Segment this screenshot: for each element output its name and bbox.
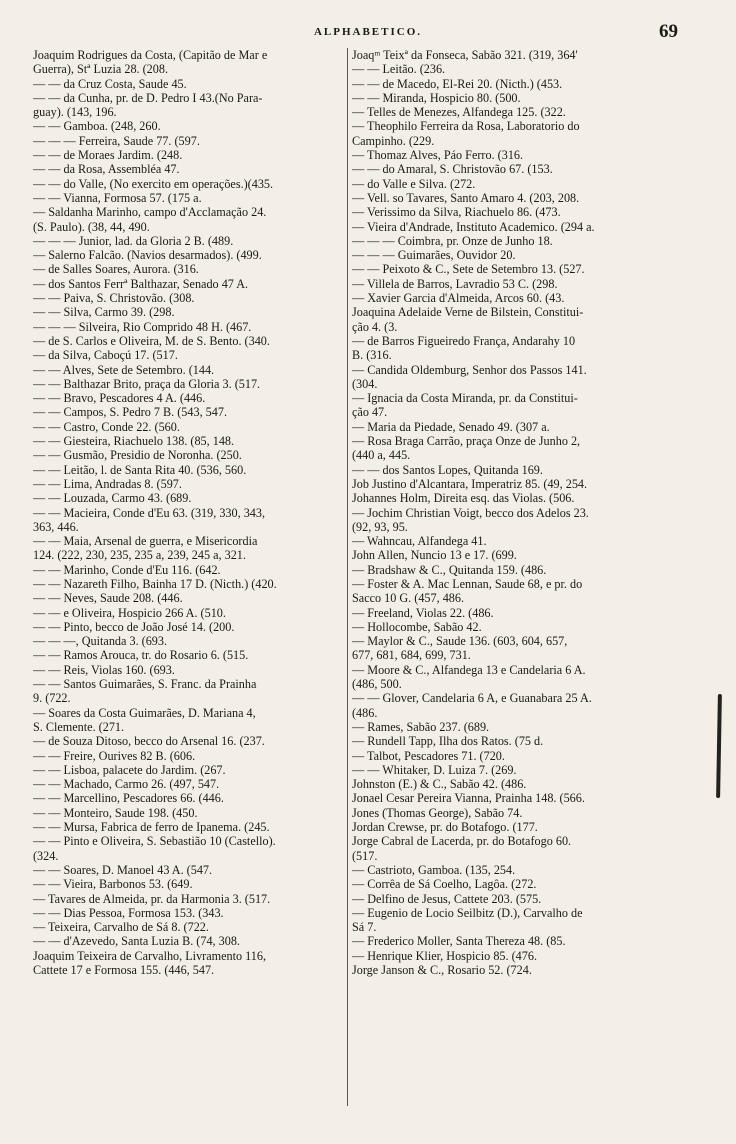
directory-entry: Johnston (E.) & C., Sabão 42. (486. bbox=[352, 777, 527, 792]
directory-entry: — — dos Santos Lopes, Quitanda 169. bbox=[352, 462, 543, 477]
directory-entry: Joaquim Teixeira de Carvalho, Livramento 116, bbox=[33, 948, 267, 963]
directory-entry: — Corrêa de Sá Coelho, Lagôa. (272. bbox=[352, 877, 537, 892]
directory-entry: — Castrioto, Gamboa. (135, 254. bbox=[352, 862, 516, 877]
directory-entry: — — do Amaral, S. Christovão 67. (153. bbox=[352, 162, 553, 177]
directory-entry: — Salerno Falcão. (Navios desarmados). (499. bbox=[33, 248, 262, 263]
directory-entry: — — Miranda, Hospicio 80. (500. bbox=[352, 90, 521, 105]
directory-entry: — — Vieira, Barbonos 53. (649. bbox=[33, 877, 193, 892]
directory-entry: Jorge Cabral de Lacerda, pr. do Botafogo 60. bbox=[352, 834, 572, 849]
directory-entry: — — Leitão. (236. bbox=[352, 62, 446, 77]
directory-entry: Job Justino d'Alcantara, Imperatriz 85. (49, 254. bbox=[352, 476, 588, 491]
directory-entry: — Hollocombe, Sabão 42. bbox=[352, 619, 482, 634]
directory-entry: Cattete 17 e Formosa 155. (446, 547. bbox=[33, 963, 215, 977]
directory-entry: — — Machado, Carmo 26. (497, 547. bbox=[33, 777, 220, 792]
directory-entry: — Tavares de Almeida, pr. da Harmonia 3. (517. bbox=[33, 891, 271, 906]
directory-entry: — Villela de Barros, Lavradio 53 C. (298. bbox=[352, 276, 558, 291]
directory-entry: — Vell. so Tavares, Santo Amaro 4. (203, 208. bbox=[352, 190, 580, 205]
directory-entry: — do Valle e Silva. (272. bbox=[352, 176, 476, 191]
directory-entry: — — Lima, Andradas 8. (597. bbox=[33, 476, 182, 491]
entries-columns bbox=[33, 48, 709, 1108]
directory-entry: — — Glover, Candelaria 6 A, e Guanabara 25 A. bbox=[352, 691, 592, 706]
directory-entry: — — Silva, Carmo 39. (298. bbox=[33, 305, 175, 320]
running-head bbox=[0, 21, 736, 46]
directory-entry: — — Neves, Saude 208. (446. bbox=[33, 591, 183, 606]
directory-entry: 677, 681, 684, 699, 731. bbox=[352, 648, 471, 663]
directory-entry: — Maria da Piedade, Senado 49. (307 a. bbox=[352, 419, 550, 434]
directory-entry: — de S. Carlos e Oliveira, M. de S. Bento. (340. bbox=[33, 333, 270, 348]
directory-entry: ção 47. bbox=[352, 405, 388, 420]
directory-entry: Campinho. (229. bbox=[352, 133, 435, 148]
directory-entry: — Henrique Klier, Hospicio 85. (476. bbox=[352, 948, 537, 963]
directory-entry: B. (316. bbox=[352, 348, 392, 363]
directory-entry: — — de Moraes Jardim. (248. bbox=[33, 148, 183, 163]
directory-entry: — Verissimo da Silva, Riachuelo 86. (473. bbox=[352, 205, 561, 220]
directory-entry: guay). (143, 196. bbox=[33, 105, 117, 120]
directory-entry: — Candida Oldemburg, Senhor dos Passos 141. bbox=[352, 362, 587, 377]
directory-entry: Sá 7. bbox=[352, 920, 377, 935]
column-divider bbox=[347, 48, 348, 1106]
directory-entry: — — d'Azevedo, Santa Luzia B. (74, 308. bbox=[33, 934, 240, 949]
directory-entry: (92, 93, 95. bbox=[352, 519, 408, 534]
directory-entry: S. Clemente. (271. bbox=[33, 719, 125, 734]
directory-entry: — Rosa Braga Carrão, praça Onze de Junho 2, bbox=[352, 434, 581, 449]
directory-entry: — — Santos Guimarães, S. Franc. da Prainha bbox=[33, 677, 257, 692]
directory-entry: — — Leitão, l. de Santa Rita 40. (536, 560. bbox=[33, 462, 247, 477]
directory-entry: — — Vianna, Formosa 57. (175 a. bbox=[33, 190, 202, 205]
directory-entry: Jones (Thomas George), Sabão 74. bbox=[352, 805, 523, 820]
directory-entry: Jordan Crewse, pr. do Botafogo. (177. bbox=[352, 820, 538, 835]
directory-entry: — — e Oliveira, Hospicio 266 A. (510. bbox=[33, 605, 226, 620]
directory-entry: — — Lisboa, palacete do Jardim. (267. bbox=[33, 762, 226, 777]
directory-entry: (S. Paulo). (38, 44, 490. bbox=[33, 219, 150, 234]
directory-entry: Jonael Cesar Pereira Vianna, Prainha 148. (566. bbox=[352, 791, 585, 806]
directory-entry: — — Giesteira, Riachuelo 138. (85, 148. bbox=[33, 434, 235, 449]
directory-entry: 363, 446. bbox=[33, 519, 79, 534]
directory-entry: Johannes Holm, Direita esq. das Violas. (506. bbox=[352, 491, 575, 506]
directory-entry: — — Whitaker, D. Luiza 7. (269. bbox=[352, 762, 517, 777]
directory-entry: — — — Silveira, Rio Comprido 48 H. (467. bbox=[33, 319, 252, 334]
directory-entry: — — Macieira, Conde d'Eu 63. (319, 330, 343, bbox=[33, 505, 266, 520]
directory-entry: — — Pinto, becco de João José 14. (200. bbox=[33, 619, 235, 634]
directory-entry: — Xavier Garcia d'Almeida, Arcos 60. (43. bbox=[352, 291, 565, 306]
directory-entry: — — da Cruz Costa, Saude 45. bbox=[33, 76, 187, 91]
directory-entry: — Jochim Christian Voigt, becco dos Adelos 23. bbox=[352, 505, 589, 520]
directory-entry: — — Balthazar Brito, praça da Gloria 3. (517. bbox=[33, 376, 261, 391]
directory-entry: — Talbot, Pescadores 71. (720. bbox=[352, 748, 505, 763]
directory-entry: — Rundell Tapp, Ilha dos Ratos. (75 d. bbox=[352, 734, 544, 749]
directory-entry: — — Paiva, S. Christovão. (308. bbox=[33, 291, 195, 306]
directory-entry: — Saldanha Marinho, campo d'Acclamação 24. bbox=[33, 205, 267, 220]
directory-entry: (517. bbox=[352, 848, 378, 863]
directory-entry: — — — Guimarães, Ouvidor 20. bbox=[352, 248, 516, 263]
directory-entry: — — da Rosa, Assembléa 47. bbox=[33, 162, 180, 177]
directory-entry: — Thomaz Alves, Páo Ferro. (316. bbox=[352, 148, 524, 163]
margin-ink-mark bbox=[716, 694, 722, 798]
directory-entry: — Rames, Sabão 237. (689. bbox=[352, 719, 490, 734]
directory-entry: — — Campos, S. Pedro 7 B. (543, 547. bbox=[33, 405, 227, 420]
directory-entry: — de Barros Figueiredo França, Andarahy 10 bbox=[352, 333, 576, 348]
directory-entry: — — Soares, D. Manoel 43 A. (547. bbox=[33, 862, 213, 877]
directory-entry: — — do Valle, (No exercito em operações.)(435. bbox=[33, 176, 274, 191]
directory-entry: — — Ramos Arouca, tr. do Rosario 6. (515. bbox=[33, 648, 249, 663]
directory-entry: — — Pinto e Oliveira, S. Sebastião 10 (Castello). bbox=[33, 834, 276, 849]
directory-entry: (304. bbox=[352, 376, 378, 391]
directory-entry: — de Salles Soares, Aurora. (316. bbox=[33, 262, 199, 277]
directory-entry: — — Gamboa. (248, 260. bbox=[33, 119, 161, 134]
directory-entry: (486, 500. bbox=[352, 677, 402, 692]
directory-entry: — — Marcellino, Pescadores 66. (446. bbox=[33, 791, 224, 806]
directory-entry: — de Souza Ditoso, becco do Arsenal 16. (237. bbox=[33, 734, 265, 749]
directory-entry: 9. (722. bbox=[33, 691, 71, 706]
directory-entry: — Delfino de Jesus, Cattete 203. (575. bbox=[352, 891, 542, 906]
directory-entry: — — — Ferreira, Saude 77. (597. bbox=[33, 133, 200, 148]
directory-entry: — — Dias Pessoa, Formosa 153. (343. bbox=[33, 905, 224, 920]
directory-entry: — — Peixoto & C., Sete de Setembro 13. (527. bbox=[352, 262, 585, 277]
page-number: 69 bbox=[659, 21, 678, 42]
directory-entry: Guerra), Stª Luzia 28. (208. bbox=[33, 62, 169, 77]
directory-entry: — — Nazareth Filho, Bainha 17 D. (Nicth.) (420. bbox=[33, 576, 277, 591]
directory-entry: — — Gusmão, Presidio de Noronha. (250. bbox=[33, 448, 242, 463]
directory-entry: — Freeland, Violas 22. (486. bbox=[352, 605, 494, 620]
directory-entry: — — Marinho, Conde d'Eu 116. (642. bbox=[33, 562, 221, 577]
directory-entry: — Moore & C., Alfandega 13 e Candelaria 6 A. bbox=[352, 662, 586, 677]
directory-entry: — — da Cunha, pr. de D. Pedro I 43.(No Para- bbox=[33, 90, 263, 105]
directory-entry: — — Reis, Violas 160. (693. bbox=[33, 662, 175, 677]
directory-entry: — Foster & A. Mac Lennan, Saude 68, e pr. do bbox=[352, 576, 583, 591]
left-column bbox=[33, 48, 346, 977]
directory-entry: — — Mursa, Fabrica de ferro de Ipanema. (245. bbox=[33, 820, 270, 835]
directory-entry: (486. bbox=[352, 705, 378, 720]
directory-entry: — — Castro, Conde 22. (560. bbox=[33, 419, 180, 434]
directory-entry: — Frederico Moller, Santa Thereza 48. (85. bbox=[352, 934, 566, 949]
directory-entry: — Maylor & C., Saude 136. (603, 604, 657, bbox=[352, 634, 568, 649]
directory-entry: — da Silva, Caboçú 17. (517. bbox=[33, 348, 178, 363]
directory-entry: Sacco 10 G. (457, 486. bbox=[352, 591, 465, 606]
directory-entry: John Allen, Nuncio 13 e 17. (699. bbox=[352, 548, 517, 563]
directory-entry: — Bradshaw & C., Quitanda 159. (486. bbox=[352, 562, 547, 577]
directory-entry: — — — Coimbra, pr. Onze de Junho 18. bbox=[352, 233, 553, 248]
directory-entry: — Eugenio de Locio Seilbitz (D.), Carvalho de bbox=[352, 905, 583, 920]
directory-entry: — Soares da Costa Guimarães, D. Mariana 4, bbox=[33, 705, 256, 720]
directory-entry: — — Bravo, Pescadores 4 A. (446. bbox=[33, 391, 206, 406]
directory-entry: — — — Junior, lad. da Gloria 2 B. (489. bbox=[33, 233, 234, 248]
directory-entry: — Ignacia da Costa Miranda, pr. da Constitui- bbox=[352, 391, 578, 406]
directory-entry: (440 a, 445. bbox=[352, 448, 411, 463]
directory-entry: — — Louzada, Carmo 43. (689. bbox=[33, 491, 192, 506]
directory-entry: — Theophilo Ferreira da Rosa, Laboratorio do bbox=[352, 119, 580, 134]
directory-entry: 124. (222, 230, 235, 235 a, 239, 245 a, 321. bbox=[33, 548, 246, 563]
directory-entry: Joaquina Adelaide Verne de Bilstein, Constitui- bbox=[352, 305, 584, 320]
directory-entry: Joaquim Rodrigues da Costa, (Capitão de Mar e bbox=[33, 48, 268, 62]
right-column bbox=[352, 48, 704, 977]
directory-entry: — Vieira d'Andrade, Instituto Academico. (294 a. bbox=[352, 219, 595, 234]
directory-entry: (324. bbox=[33, 848, 59, 863]
directory-entry: Joaqᵐ Teixª da Fonseca, Sabão 321. (319, 364' bbox=[352, 48, 578, 62]
directory-entry: — — Alves, Sete de Setembro. (144. bbox=[33, 362, 215, 377]
page-header-title: ALPHABETICO. bbox=[313, 26, 423, 38]
directory-entry: — — —, Quitanda 3. (693. bbox=[33, 634, 168, 649]
directory-entry: — — Maia, Arsenal de guerra, e Misericordia bbox=[33, 534, 258, 549]
directory-entry: — — Freire, Ourives 82 B. (606. bbox=[33, 748, 196, 763]
directory-entry: — Wahncau, Alfandega 41. bbox=[352, 534, 487, 549]
directory-entry: Jorge Janson & C., Rosario 52. (724. bbox=[352, 963, 532, 977]
directory-entry: — Telles de Menezes, Alfandega 125. (322. bbox=[352, 105, 566, 120]
directory-entry: — — Monteiro, Saude 198. (450. bbox=[33, 805, 198, 820]
directory-entry: — — de Macedo, El-Rei 20. (Nicth.) (453. bbox=[352, 76, 563, 91]
directory-entry: — dos Santos Ferrª Balthazar, Senado 47 A. bbox=[33, 276, 249, 291]
directory-entry: — Teixeira, Carvalho de Sá 8. (722. bbox=[33, 920, 209, 935]
directory-entry: ção 4. (3. bbox=[352, 319, 398, 334]
